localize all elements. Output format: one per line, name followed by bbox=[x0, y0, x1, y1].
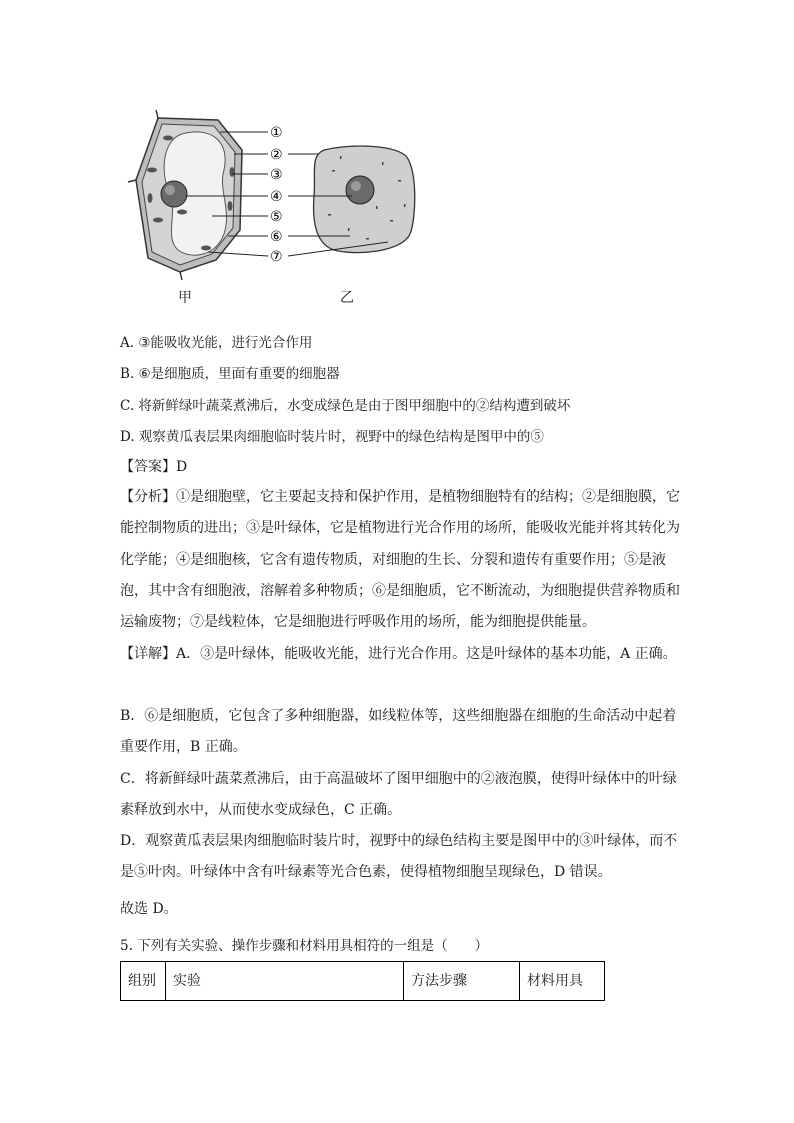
plant-nucleus bbox=[161, 181, 187, 207]
detail-a: 【详解】A．③是叶绿体，能吸收光能，进行光合作用。这是叶绿体的基本功能，A 正确。 bbox=[120, 646, 677, 662]
option-a: A. ③能吸收光能，进行光合作用 bbox=[120, 335, 313, 351]
caption-plant-cell: 甲 bbox=[178, 290, 192, 306]
label-5: ⑤ bbox=[270, 209, 283, 225]
conclusion: 故选 D。 bbox=[120, 901, 178, 917]
caption-animal-cell: 乙 bbox=[340, 290, 354, 306]
label-2: ② bbox=[270, 147, 283, 163]
analysis-paragraph: 【分析】①是细胞壁，它主要起支持和保护作用，是植物细胞特有的结构；②是细胞膜，它能控制物质的进出；③是叶绿体，它是植物进行光合作用的场所，能吸收光能并将其转化为化学能；④是细胞核，它含有遗传物质，对细胞的生长、分裂和遗传有重要作用；⑤是液泡，其中含有细胞液，溶解着多种物质；⑥是细胞质，它不断流动，为细胞提供营养物质和运输废物；⑦是线粒体，它是细胞进行呼吸作用的场所，能为细胞提供能量。 bbox=[120, 489, 680, 631]
label-1: ① bbox=[270, 125, 283, 141]
option-b: B. ⑥是细胞质，里面有重要的细胞器 bbox=[120, 366, 340, 382]
table-header-steps: 方法步骤 bbox=[404, 962, 520, 1000]
option-c: C. 将新鲜绿叶蔬菜煮沸后，水变成绿色是由于图甲细胞中的②结构遭到破坏 bbox=[120, 398, 571, 414]
label-7: ⑦ bbox=[270, 249, 283, 265]
question-5: 5. 下列有关实验、操作步骤和材料用具相符的一组是（ ） bbox=[120, 938, 489, 954]
detail-c: C．将新鲜绿叶蔬菜煮沸后，由于高温破坏了图甲细胞中的②液泡膜，使得叶绿体中的叶绿素释放到水中，从而使水变成绿色，C 正确。 bbox=[120, 771, 677, 819]
option-d: D. 观察黄瓜表层果肉细胞临时装片时，视野中的绿色结构是图甲中的⑤ bbox=[120, 429, 544, 445]
answer: 【答案】D bbox=[120, 459, 188, 475]
experiment-table-header bbox=[120, 961, 605, 1001]
label-3: ③ bbox=[270, 167, 283, 183]
animal-nucleus bbox=[346, 176, 374, 204]
table-header-materials: 材料用具 bbox=[527, 973, 583, 989]
label-6: ⑥ bbox=[270, 229, 283, 245]
detail-b: B．⑥是细胞质，它包含了多种细胞器，如线粒体等，这些细胞器在细胞的生命活动中起着重要作用，B 正确。 bbox=[120, 708, 677, 756]
detail-d: D．观察黄瓜表层果肉细胞临时装片时，视野中的绿色结构主要是图甲中的③叶绿体，而不是⑤叶肉。叶绿体中含有叶绿素等光合色素，使得植物细胞呈现绿色，D 错误。 bbox=[120, 833, 678, 881]
cell-diagram-figure bbox=[120, 110, 420, 310]
table-header-experiment: 实验 bbox=[166, 962, 404, 1000]
label-4: ④ bbox=[270, 189, 283, 205]
table-header-group: 组别 bbox=[121, 962, 166, 1000]
cell-diagram bbox=[120, 110, 420, 310]
